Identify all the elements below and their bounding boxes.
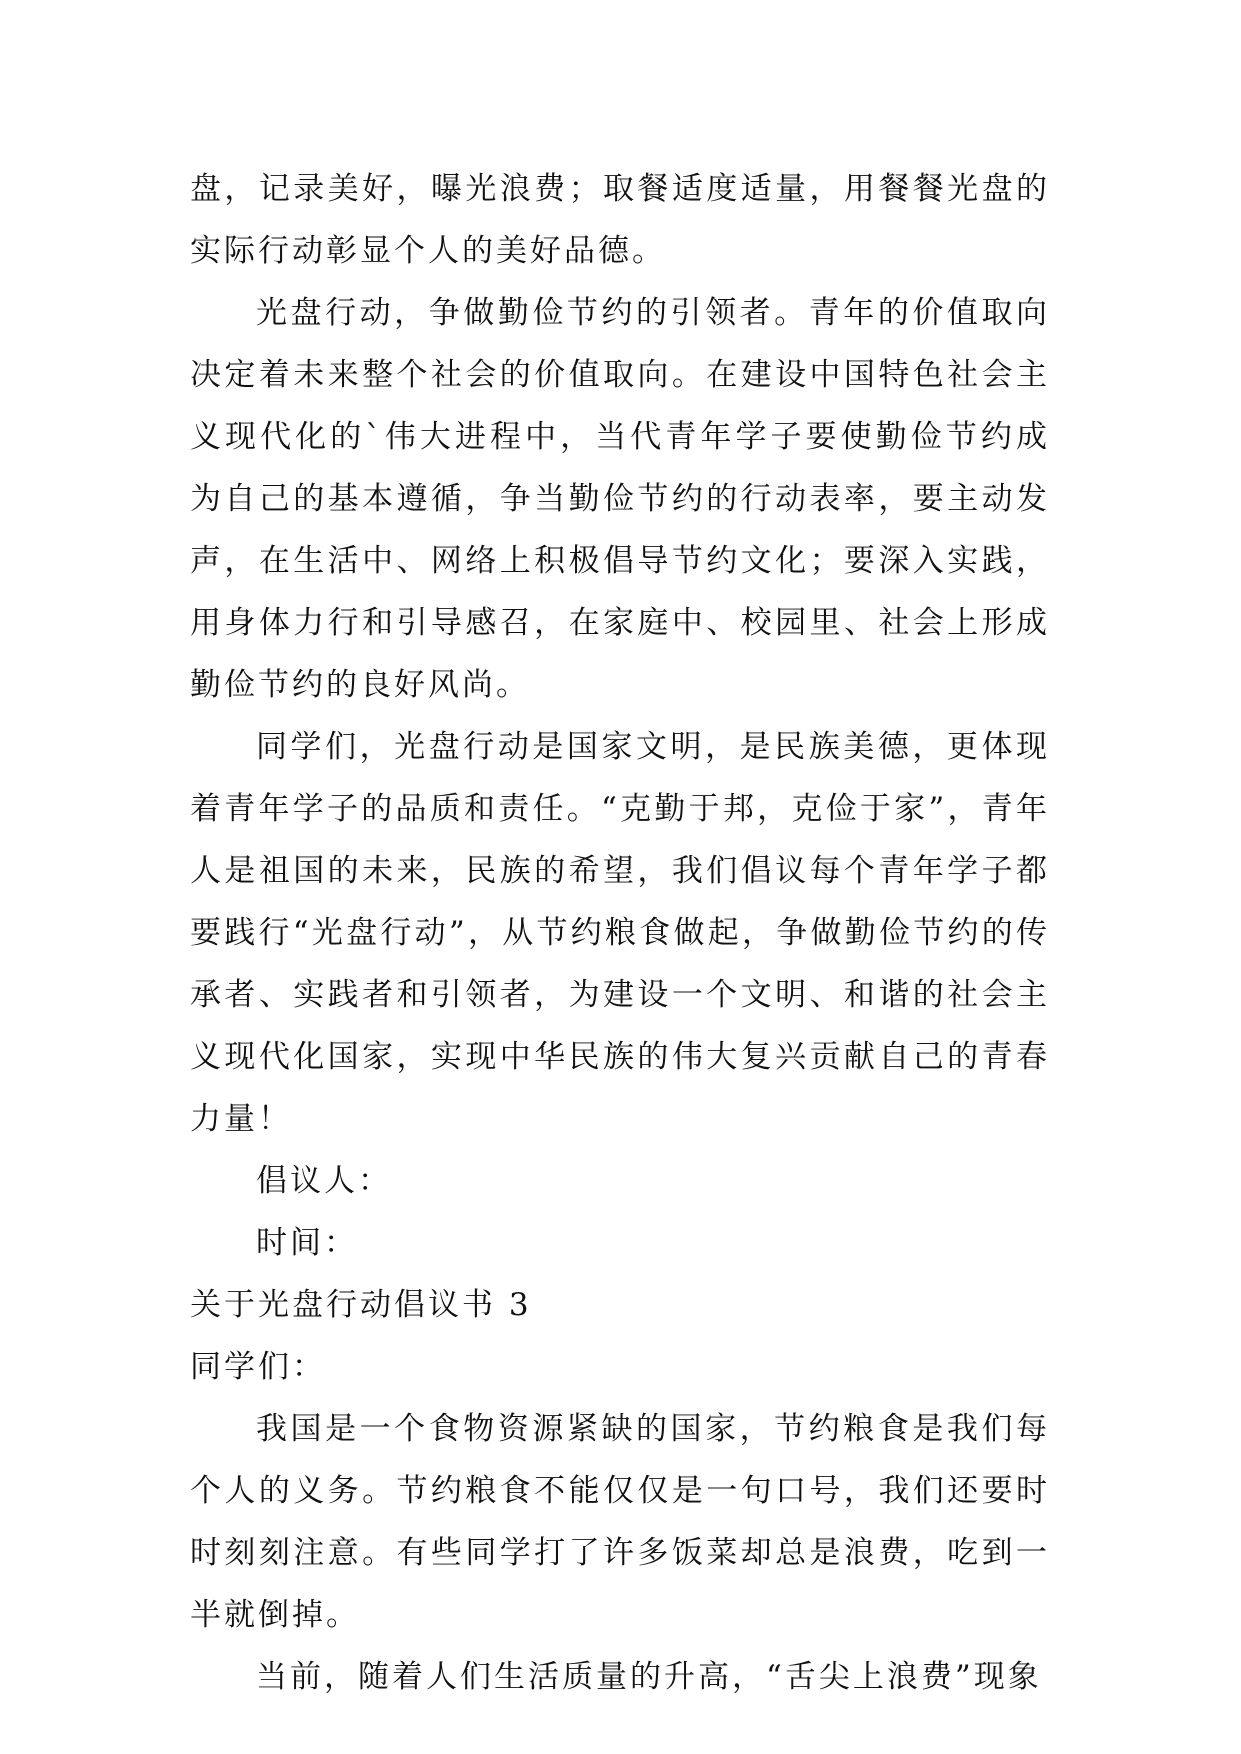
signature-proposer: 倡议人： bbox=[256, 1163, 392, 1199]
document-body bbox=[190, 158, 1050, 1708]
signature-date: 时间： bbox=[256, 1225, 358, 1261]
paragraph-leader: 光盘行动，争做勤俭节约的引领者。青年的价值取向决定着未来整个社会的价值取向。在建设中国特色社会主义现代化的`伟大进程中，当代青年学子要使勤俭节约成为自己的基本遵循，争当勤俭节约的行动表率，要主动发声，在生活中、网络上积极倡导节约文化；要深入实践，用身体力行和引导感召，在家庭中、校园里、社会上形成勤俭节约的良好风尚。 bbox=[190, 295, 1050, 703]
section-title: 关于光盘行动倡议书 3 bbox=[190, 1287, 532, 1323]
paragraph-continued: 盘，记录美好，曝光浪费；取餐适度适量，用餐餐光盘的实际行动彰显个人的美好品德。 bbox=[190, 171, 1050, 269]
paragraph-intro: 我国是一个食物资源紧缺的国家，节约粮食是我们每个人的义务。节约粮食不能仅仅是一句口号，我们还要时时刻刻注意。有些同学打了许多饭菜却总是浪费，吃到一半就倒掉。 bbox=[190, 1411, 1050, 1633]
paragraph-call-to-action: 同学们，光盘行动是国家文明，是民族美德，更体现着青年学子的品质和责任。“克勤于邦，克俭于家”，青年人是祖国的未来，民族的希望，我们倡议每个青年学子都要践行“光盘行动”，从节约粮食做起，争做勤俭节约的传承者、实践者和引领者，为建设一个文明、和谐的社会主义现代化国家，实现中华民族的伟大复兴贡献自己的青春力量！ bbox=[190, 729, 1050, 1137]
salutation: 同学们： bbox=[190, 1349, 326, 1385]
paragraph-current: 当前，随着人们生活质量的升高，“舌尖上浪费”现象 bbox=[256, 1659, 1042, 1695]
